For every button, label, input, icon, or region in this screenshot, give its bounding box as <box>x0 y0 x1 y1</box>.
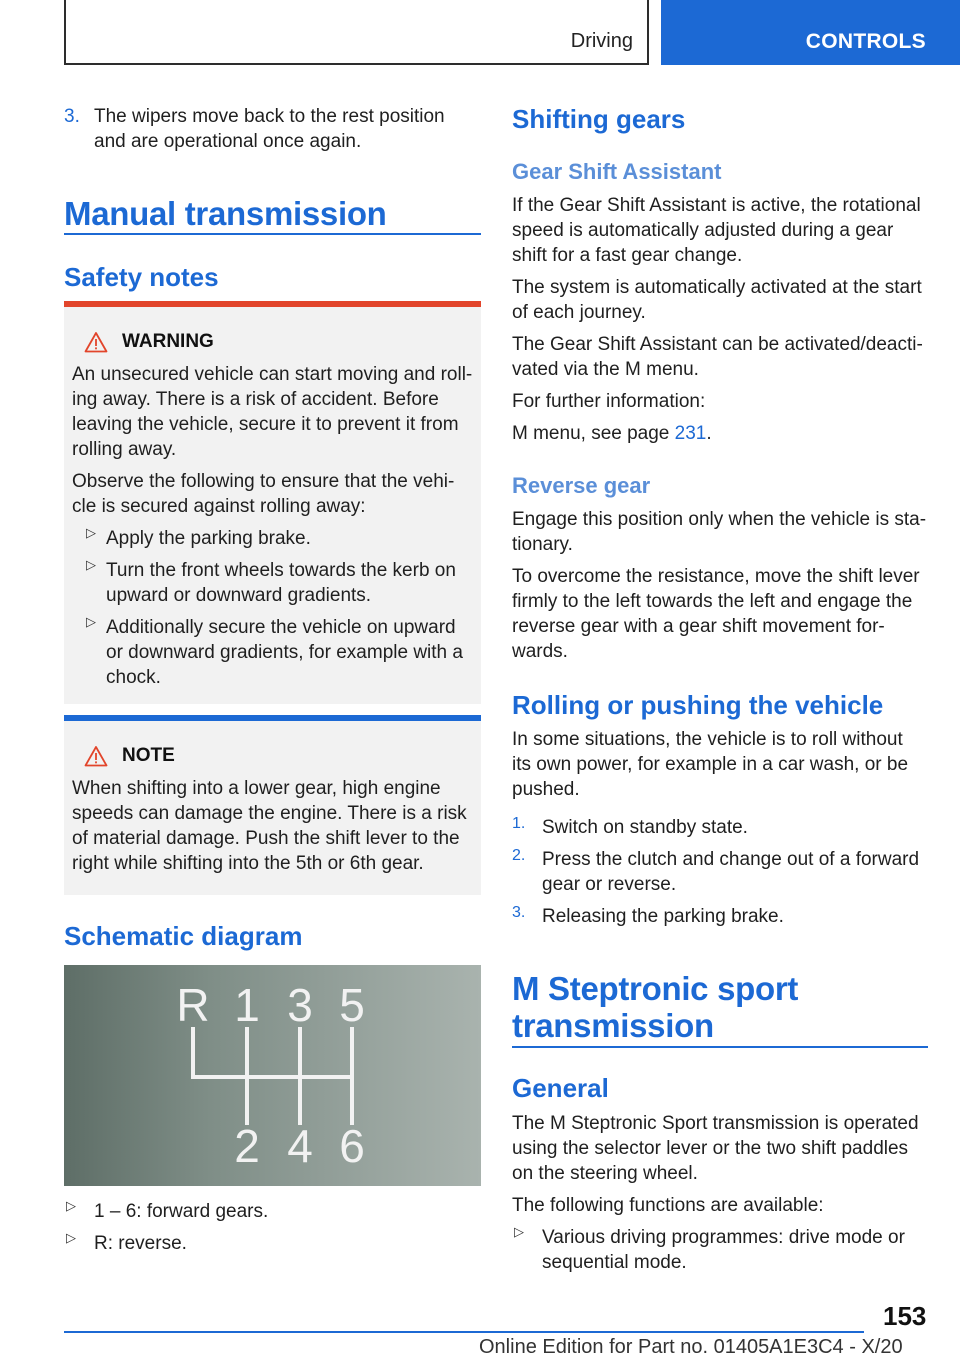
reverse-body <box>512 507 932 664</box>
paragraph-line: using the selector lever or the two shift paddles <box>512 1138 909 1159</box>
cross-reference <box>512 421 932 446</box>
paragraph-line: The Gear Shift Assistant can be activated/deacti- <box>512 334 923 355</box>
gear-label-5: 5 <box>339 979 365 1031</box>
general-body <box>512 1111 932 1275</box>
warning-icon <box>84 331 108 353</box>
step-text: Switch on standby state. <box>542 817 748 838</box>
paragraph-line: Engage this position only when the vehicle is sta- <box>512 509 927 530</box>
paragraph-line: vated via the M menu. <box>512 359 699 380</box>
warning-line: rolling away. <box>72 439 177 460</box>
list-item-text: Turn the front wheels towards the kerb on <box>106 560 456 581</box>
step-text: Releasing the parking brake. <box>542 906 784 927</box>
note-line: right while shifting into the 5th or 6th gear. <box>72 853 424 874</box>
note-title: NOTE <box>122 745 175 766</box>
paragraph-line: on the steering wheel. <box>512 1163 698 1184</box>
warning-line: Observe the following to ensure that the vehi- <box>72 471 455 492</box>
bullet-triangle-icon: ▷ <box>514 1224 524 1239</box>
paragraph-line: For further information: <box>512 391 706 412</box>
list-item-text: or downward gradients, for example with a <box>106 642 463 663</box>
warning-title: WARNING <box>122 331 214 352</box>
warning-line: ing away. There is a risk of accident. Before <box>72 389 439 410</box>
step-3 <box>64 104 481 154</box>
header-chapter-tab <box>661 0 960 65</box>
step-text-cont: and are operational once again. <box>94 131 362 152</box>
paragraph-line: firmly to the left towards the left and engage the <box>512 591 913 612</box>
footer-rule <box>64 1331 864 1333</box>
heading-gear-shift-assistant: Gear Shift Assistant <box>512 159 722 184</box>
heading-m-steptronic <box>512 970 798 1044</box>
bullet-triangle-icon: ▷ <box>86 557 96 572</box>
step-text: gear or reverse. <box>542 874 677 895</box>
step-number: 1. <box>512 815 526 832</box>
warning-line: cle is secured against rolling away: <box>72 496 366 517</box>
step-number: 3. <box>512 904 526 921</box>
paragraph-line: wards. <box>512 641 568 662</box>
rolling-body <box>512 727 932 929</box>
bullet-triangle-icon: ▷ <box>66 1198 76 1213</box>
paragraph-line: In some situations, the vehicle is to roll without <box>512 729 903 750</box>
chapter-title: CONTROLS <box>805 30 926 53</box>
note-box <box>64 715 481 895</box>
paragraph-line: speed is automatically adjusted during a gear <box>512 220 894 241</box>
paragraph-line: tionary. <box>512 534 573 555</box>
heading-shifting-gears: Shifting gears <box>512 104 686 134</box>
gear-label-2: 2 <box>234 1120 260 1172</box>
heading-schematic-diagram: Schematic diagram <box>64 921 303 951</box>
warning-box <box>64 301 481 704</box>
page-link[interactable]: 231 <box>674 423 707 444</box>
list-item <box>72 526 473 551</box>
gear-label-1: 1 <box>234 979 260 1031</box>
step-number: 2. <box>512 847 526 864</box>
step-number: 3. <box>64 106 80 127</box>
list-item <box>512 1225 932 1275</box>
list-item-text: chock. <box>106 667 161 688</box>
cross-reference-period: . <box>706 423 712 444</box>
heading-line: transmission <box>512 1007 714 1044</box>
heading-manual-transmission: Manual transmission <box>64 195 387 232</box>
warning-title-row <box>72 331 473 353</box>
paragraph-line: The following functions are available: <box>512 1195 824 1216</box>
step-text: The wipers move back to the rest position <box>94 106 445 127</box>
gear-label-6: 6 <box>339 1120 365 1172</box>
paragraph-line: The system is automatically activated at the start <box>512 277 922 298</box>
warning-icon <box>84 745 108 767</box>
list-item-text: sequential mode. <box>542 1252 687 1273</box>
paragraph-line: of each journey. <box>512 302 646 323</box>
step-item <box>512 904 932 929</box>
list-item <box>64 1231 481 1256</box>
step-item <box>512 815 932 840</box>
heading-line: M Steptronic sport <box>512 970 799 1007</box>
paragraph-line: To overcome the resistance, move the shift lever <box>512 566 920 587</box>
list-item <box>72 615 473 690</box>
list-item <box>72 558 473 608</box>
list-item-text: 1 – 6: forward gears. <box>94 1201 269 1222</box>
heading-rolling-pushing: Rolling or pushing the vehicle <box>512 690 884 720</box>
paragraph-line: The M Steptronic Sport transmission is operated <box>512 1113 919 1134</box>
list-item-text: Additionally secure the vehicle on upward <box>106 617 456 638</box>
bullet-triangle-icon: ▷ <box>86 614 96 629</box>
footer-edition: Online Edition for Part no. 01405A1E3C4 - X/20 <box>479 1336 903 1358</box>
heading-rule <box>512 1046 928 1048</box>
note-title-row <box>72 745 473 767</box>
bullet-triangle-icon: ▷ <box>66 1230 76 1245</box>
warning-line: leaving the vehicle, secure it to prevent it from <box>72 414 459 435</box>
list-item-text: Various driving programmes: drive mode or <box>542 1227 905 1248</box>
page-number: 153 <box>883 1301 927 1331</box>
paragraph-line: reverse gear with a gear shift movement for- <box>512 616 885 637</box>
paragraph-line: its own power, for example in a car wash, or be <box>512 754 909 775</box>
step-item <box>512 847 932 897</box>
gear-label-4: 4 <box>287 1120 313 1172</box>
step-text: Press the clutch and change out of a forward <box>542 849 920 870</box>
note-line: When shifting into a lower gear, high engine <box>72 778 441 799</box>
heading-reverse-gear: Reverse gear <box>512 473 651 498</box>
gear-shift-diagram <box>64 965 481 1186</box>
paragraph-line: If the Gear Shift Assistant is active, the rotational <box>512 195 921 216</box>
paragraph-line: pushed. <box>512 779 580 800</box>
bullet-triangle-icon: ▷ <box>86 525 96 540</box>
diagram-legend <box>64 1199 481 1256</box>
note-line: speeds can damage the engine. There is a risk <box>72 803 467 824</box>
header-section-box <box>64 0 649 65</box>
paragraph-line: shift for a fast gear change. <box>512 245 743 266</box>
heading-rule <box>64 233 481 235</box>
warning-line: An unsecured vehicle can start moving and roll- <box>72 364 473 385</box>
list-item-text: Apply the parking brake. <box>106 528 311 549</box>
gear-label-3: 3 <box>287 979 313 1031</box>
gsa-body <box>512 193 932 446</box>
note-line: of material damage. Push the shift lever to the <box>72 828 460 849</box>
list-item-text: upward or downward gradients. <box>106 585 372 606</box>
list-item <box>64 1199 481 1224</box>
list-item-text: R: reverse. <box>94 1233 187 1254</box>
heading-general: General <box>512 1073 609 1103</box>
gear-label-r: R <box>176 979 210 1031</box>
section-title: Driving <box>570 30 633 52</box>
heading-safety-notes: Safety notes <box>64 262 219 292</box>
gear-shift-pattern <box>64 965 481 1186</box>
cross-reference-text: M menu, see page <box>512 423 675 444</box>
